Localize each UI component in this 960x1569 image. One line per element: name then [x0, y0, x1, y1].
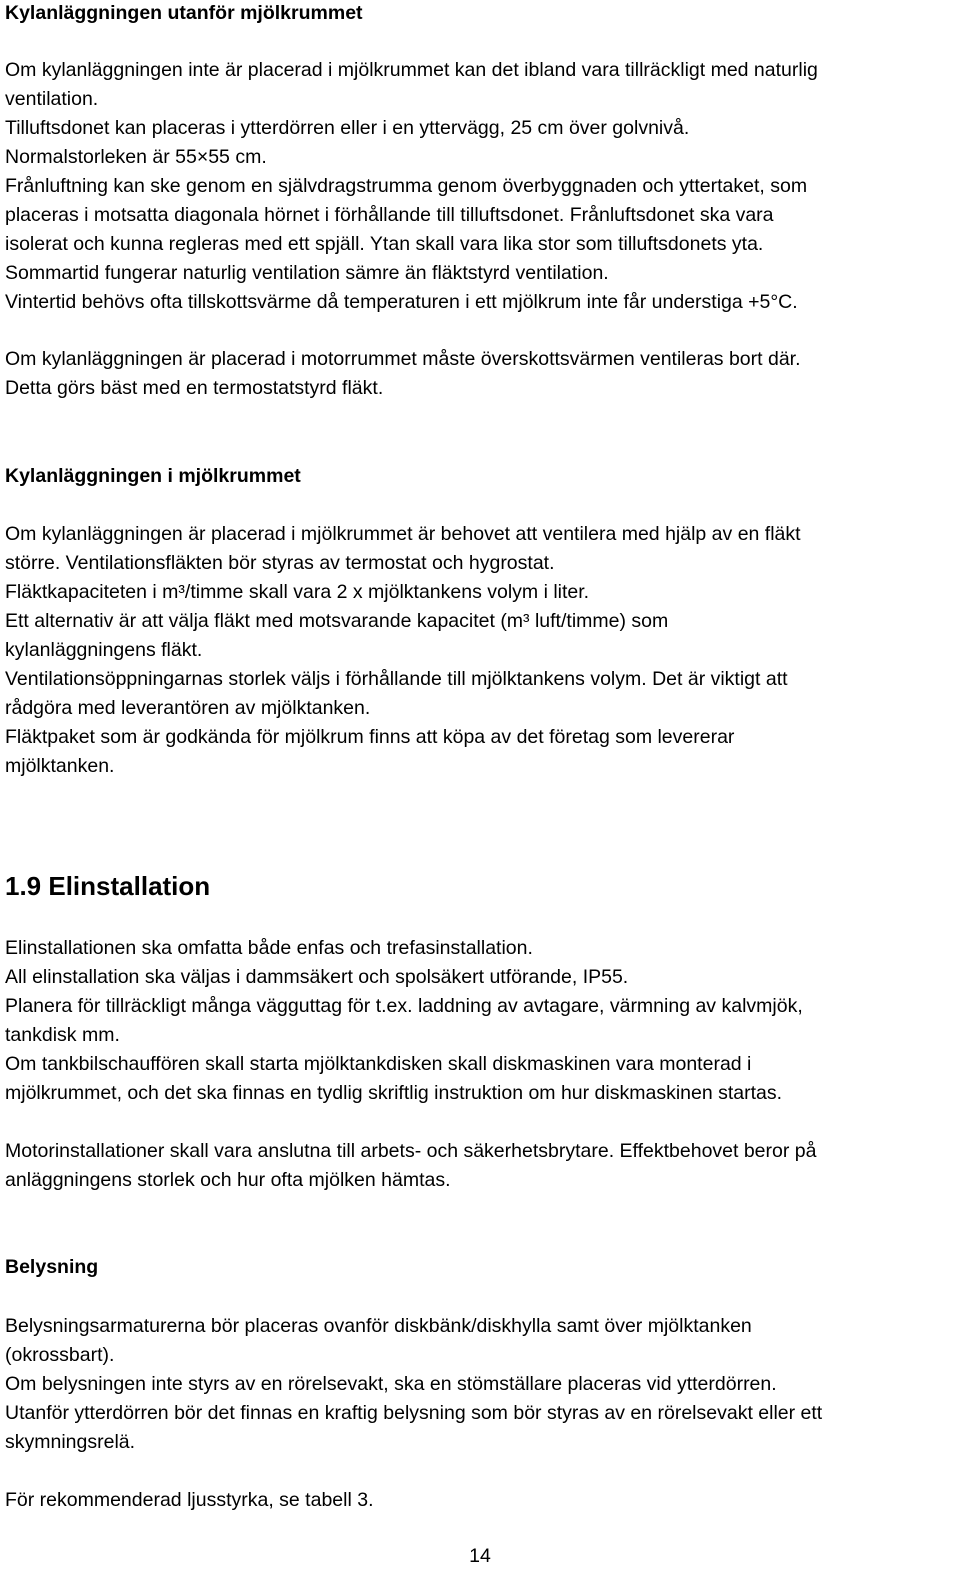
paragraph-line: Normalstorleken är 55×55 cm.: [5, 146, 267, 168]
paragraph-line: Om kylanläggningen inte är placerad i mjölkrummet kan det ibland vara tillräckligt med naturlig: [5, 59, 818, 81]
paragraph-line: Om belysningen inte styrs av en rörelsevakt, ska en stömställare placeras vid ytterdörren.: [5, 1373, 777, 1395]
paragraph-line: placeras i motsatta diagonala hörnet i förhållande till tilluftsdonet. Frånluftsdonet ska vara: [5, 204, 774, 226]
paragraph-line: (okrossbart).: [5, 1344, 115, 1366]
section-heading-in-milkroom: Kylanläggningen i mjölkrummet: [5, 465, 301, 487]
paragraph-line: Om kylanläggningen är placerad i motorrummet måste överskottsvärmen ventileras bort där.: [5, 348, 801, 370]
paragraph-line: Om tankbilschauffören skall starta mjölktankdisken skall diskmaskinen vara monterad i: [5, 1053, 752, 1075]
paragraph-line: För rekommenderad ljusstyrka, se tabell 3.: [5, 1489, 374, 1511]
paragraph-line: Ventilationsöppningarnas storlek väljs i förhållande till mjölktankens volym. Det är viktigt att: [5, 668, 788, 690]
paragraph-line: tankdisk mm.: [5, 1024, 120, 1046]
paragraph-line: Om kylanläggningen är placerad i mjölkrummet är behovet att ventilera med hjälp av en fläkt: [5, 523, 801, 545]
section-heading-belysning: Belysning: [5, 1256, 99, 1278]
paragraph-line: skymningsrelä.: [5, 1431, 136, 1453]
paragraph-line: mjölktanken.: [5, 755, 115, 777]
paragraph-line: Fläktpaket som är godkända för mjölkrum finns att köpa av det företag som levererar: [5, 726, 735, 748]
paragraph-line: isolerat och kunna regleras med ett spjäll. Ytan skall vara lika stor som tilluftsdonets yta.: [5, 233, 764, 255]
paragraph-line: större. Ventilationsfläkten bör styras av termostat och hygrostat.: [5, 552, 555, 574]
paragraph-line: Motorinstallationer skall vara anslutna till arbets- och säkerhetsbrytare. Effektbehovet beror på: [5, 1140, 817, 1162]
paragraph-line: Elinstallationen ska omfatta både enfas och trefasinstallation.: [5, 937, 533, 959]
paragraph-line: Frånluftning kan ske genom en självdragstrumma genom överbyggnaden och yttertaket, som: [5, 175, 808, 197]
paragraph-line: anläggningens storlek och hur ofta mjölken hämtas.: [5, 1169, 451, 1191]
paragraph-line: Planera för tillräckligt många vägguttag för t.ex. laddning av avtagare, värmning av kalvmjök,: [5, 995, 803, 1017]
paragraph-line: All elinstallation ska väljas i dammsäkert och spolsäkert utförande, IP55.: [5, 966, 629, 988]
paragraph-line: ventilation.: [5, 88, 99, 110]
paragraph-line: Ett alternativ är att välja fläkt med motsvarande kapacitet (m³ luft/timme) som: [5, 610, 669, 632]
section-heading-outside-milkroom: Kylanläggningen utanför mjölkrummet: [5, 2, 363, 24]
paragraph-line: kylanläggningens fläkt.: [5, 639, 203, 661]
paragraph-line: Tilluftsdonet kan placeras i ytterdörren eller i en yttervägg, 25 cm över golvnivå.: [5, 117, 690, 139]
paragraph-line: Sommartid fungerar naturlig ventilation sämre än fläktstyrd ventilation.: [5, 262, 609, 284]
paragraph-line: rådgöra med leverantören av mjölktanken.: [5, 697, 371, 719]
section-heading-elinstallation: 1.9 Elinstallation: [5, 871, 211, 901]
paragraph-line: Detta görs bäst med en termostatstyrd fläkt.: [5, 377, 384, 399]
paragraph-line: mjölkrummet, och det ska finnas en tydlig skriftlig instruktion om hur diskmaskinen startas.: [5, 1082, 783, 1104]
paragraph-line: Vintertid behövs ofta tillskottsvärme då temperaturen i ett mjölkrum inte får understiga +5°C.: [5, 291, 798, 313]
paragraph-line: Utanför ytterdörren bör det finnas en kraftig belysning som bör styras av en rörelsevakt eller ett: [5, 1402, 823, 1424]
paragraph-line: Fläktkapaciteten i m³/timme skall vara 2 x mjölktankens volym i liter.: [5, 581, 590, 603]
page-number: 14: [469, 1545, 491, 1567]
paragraph-line: Belysningsarmaturerna bör placeras ovanför diskbänk/diskhylla samt över mjölktanken: [5, 1315, 752, 1337]
